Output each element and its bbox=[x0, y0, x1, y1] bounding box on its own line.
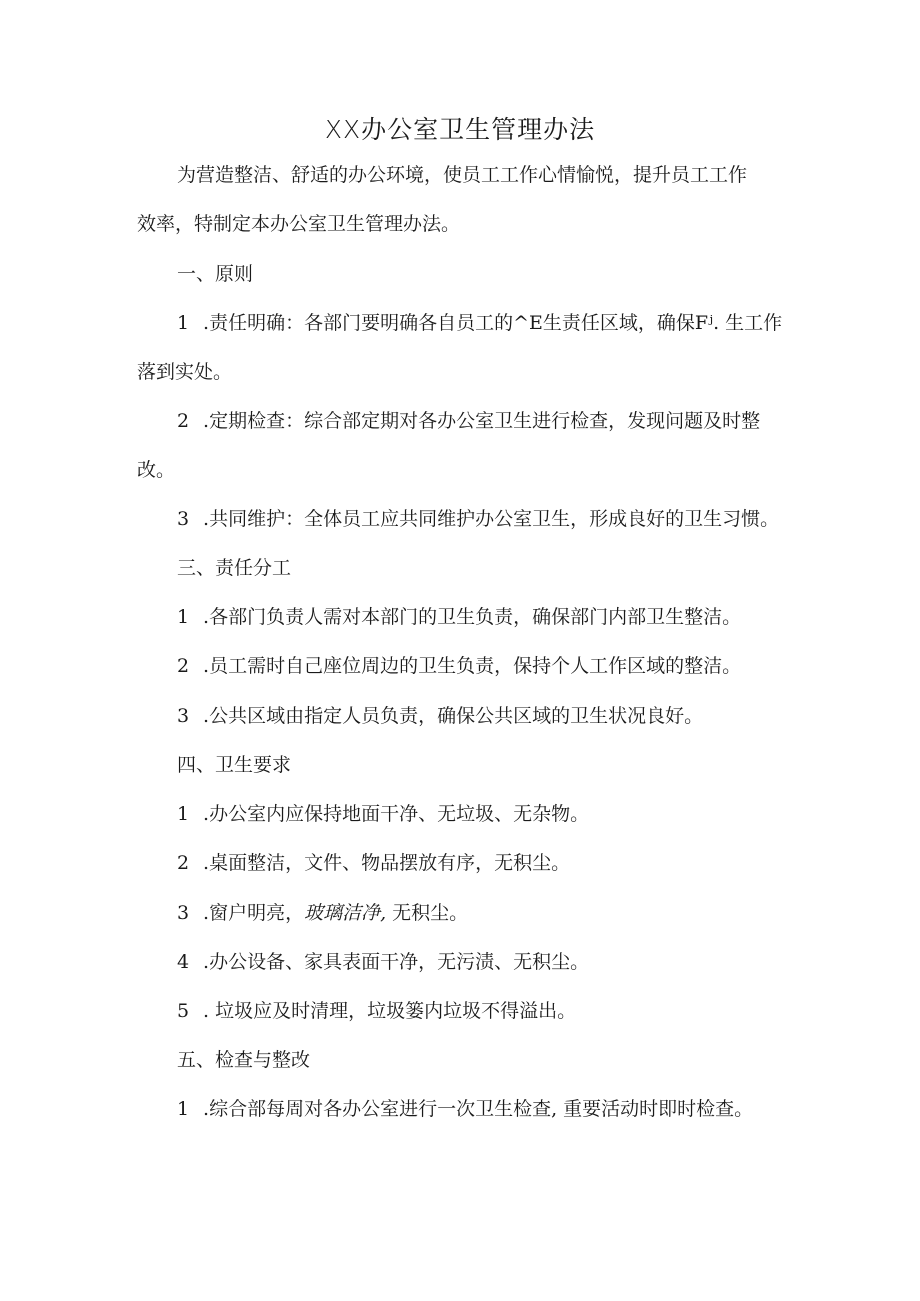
item-number: 2 bbox=[177, 655, 190, 677]
item-number: 3 bbox=[177, 508, 190, 530]
item-text: .共同维护：全体员工应共同维护办公室卫生，形成良好的卫生习惯。 bbox=[197, 508, 780, 530]
requirement-item-5 bbox=[177, 999, 837, 1023]
item-text: .公共区域由指定人员负责，确保公共区域的卫生状况良好。 bbox=[197, 705, 704, 727]
item-text: 无积尘。 bbox=[386, 902, 469, 924]
responsibility-item-2 bbox=[177, 654, 837, 678]
item-number: 3 bbox=[177, 902, 190, 924]
intro-line-2: 效率，特制定本办公室卫生管理办法。 bbox=[137, 213, 461, 235]
item-number: 4 bbox=[177, 951, 190, 973]
item-number: 2 bbox=[177, 852, 190, 874]
principle-item-2-cont: 改。 bbox=[137, 459, 176, 481]
principle-item-3 bbox=[177, 507, 837, 531]
requirement-item-4 bbox=[177, 950, 837, 974]
principle-item-1 bbox=[177, 311, 837, 335]
section-heading-requirements: 四、卫生要求 bbox=[177, 754, 292, 776]
item-number: 3 bbox=[177, 705, 190, 727]
item-text-italic: 玻璃洁净, bbox=[304, 902, 387, 924]
requirement-item-2 bbox=[177, 851, 837, 875]
section-heading-responsibility: 三、责任分工 bbox=[177, 557, 292, 579]
item-text: .各部门负责人需对本部门的卫生负责，确保部门内部卫生整洁。 bbox=[197, 606, 742, 628]
item-text: .桌面整洁，文件、物品摆放有序，无积尘。 bbox=[197, 852, 571, 874]
section-heading-principles: 一、原则 bbox=[177, 263, 254, 285]
item-number: 1 bbox=[177, 312, 190, 334]
principle-item-2 bbox=[177, 409, 837, 433]
item-text: .办公设备、家具表面干净，无污渍、无积尘。 bbox=[197, 951, 590, 973]
item-number: 1 bbox=[177, 1098, 190, 1120]
intro-line-1: 为营造整洁、舒适的办公环境，使员工工作心情愉悦，提升员工工作 bbox=[177, 164, 748, 186]
responsibility-item-1 bbox=[177, 605, 837, 629]
item-text: .综合部每周对各办公室进行一次卫生检查, 重要活动时即时检查。 bbox=[197, 1098, 754, 1120]
requirement-item-3 bbox=[177, 901, 837, 925]
item-number: 2 bbox=[177, 410, 190, 432]
item-number: 5 bbox=[177, 1000, 190, 1022]
responsibility-item-3 bbox=[177, 704, 837, 728]
item-text: .责任明确：各部门要明确各自员工的^E生责任区域，确保Fʲ. 生工作 bbox=[197, 312, 783, 334]
item-number: 1 bbox=[177, 606, 190, 628]
item-text: .员工需时自己座位周边的卫生负责，保持个人工作区域的整洁。 bbox=[197, 655, 742, 677]
item-text: .窗户明亮， bbox=[197, 902, 305, 924]
item-text: .办公室内应保持地面干净、无垃圾、无杂物。 bbox=[197, 803, 590, 825]
item-text: . 垃圾应及时清理，垃圾篓内垃圾不得溢出。 bbox=[197, 1000, 577, 1022]
requirement-item-1 bbox=[177, 802, 837, 826]
section-heading-inspection: 五、检查与整改 bbox=[177, 1049, 311, 1071]
item-text: .定期检查：综合部定期对各办公室卫生进行检查，发现问题及时整 bbox=[197, 410, 761, 432]
document-title: XX办公室卫生管理办法 bbox=[324, 115, 596, 144]
inspection-item-1 bbox=[177, 1097, 837, 1121]
principle-item-1-cont: 落到实处。 bbox=[137, 361, 233, 383]
item-number: 1 bbox=[177, 803, 190, 825]
